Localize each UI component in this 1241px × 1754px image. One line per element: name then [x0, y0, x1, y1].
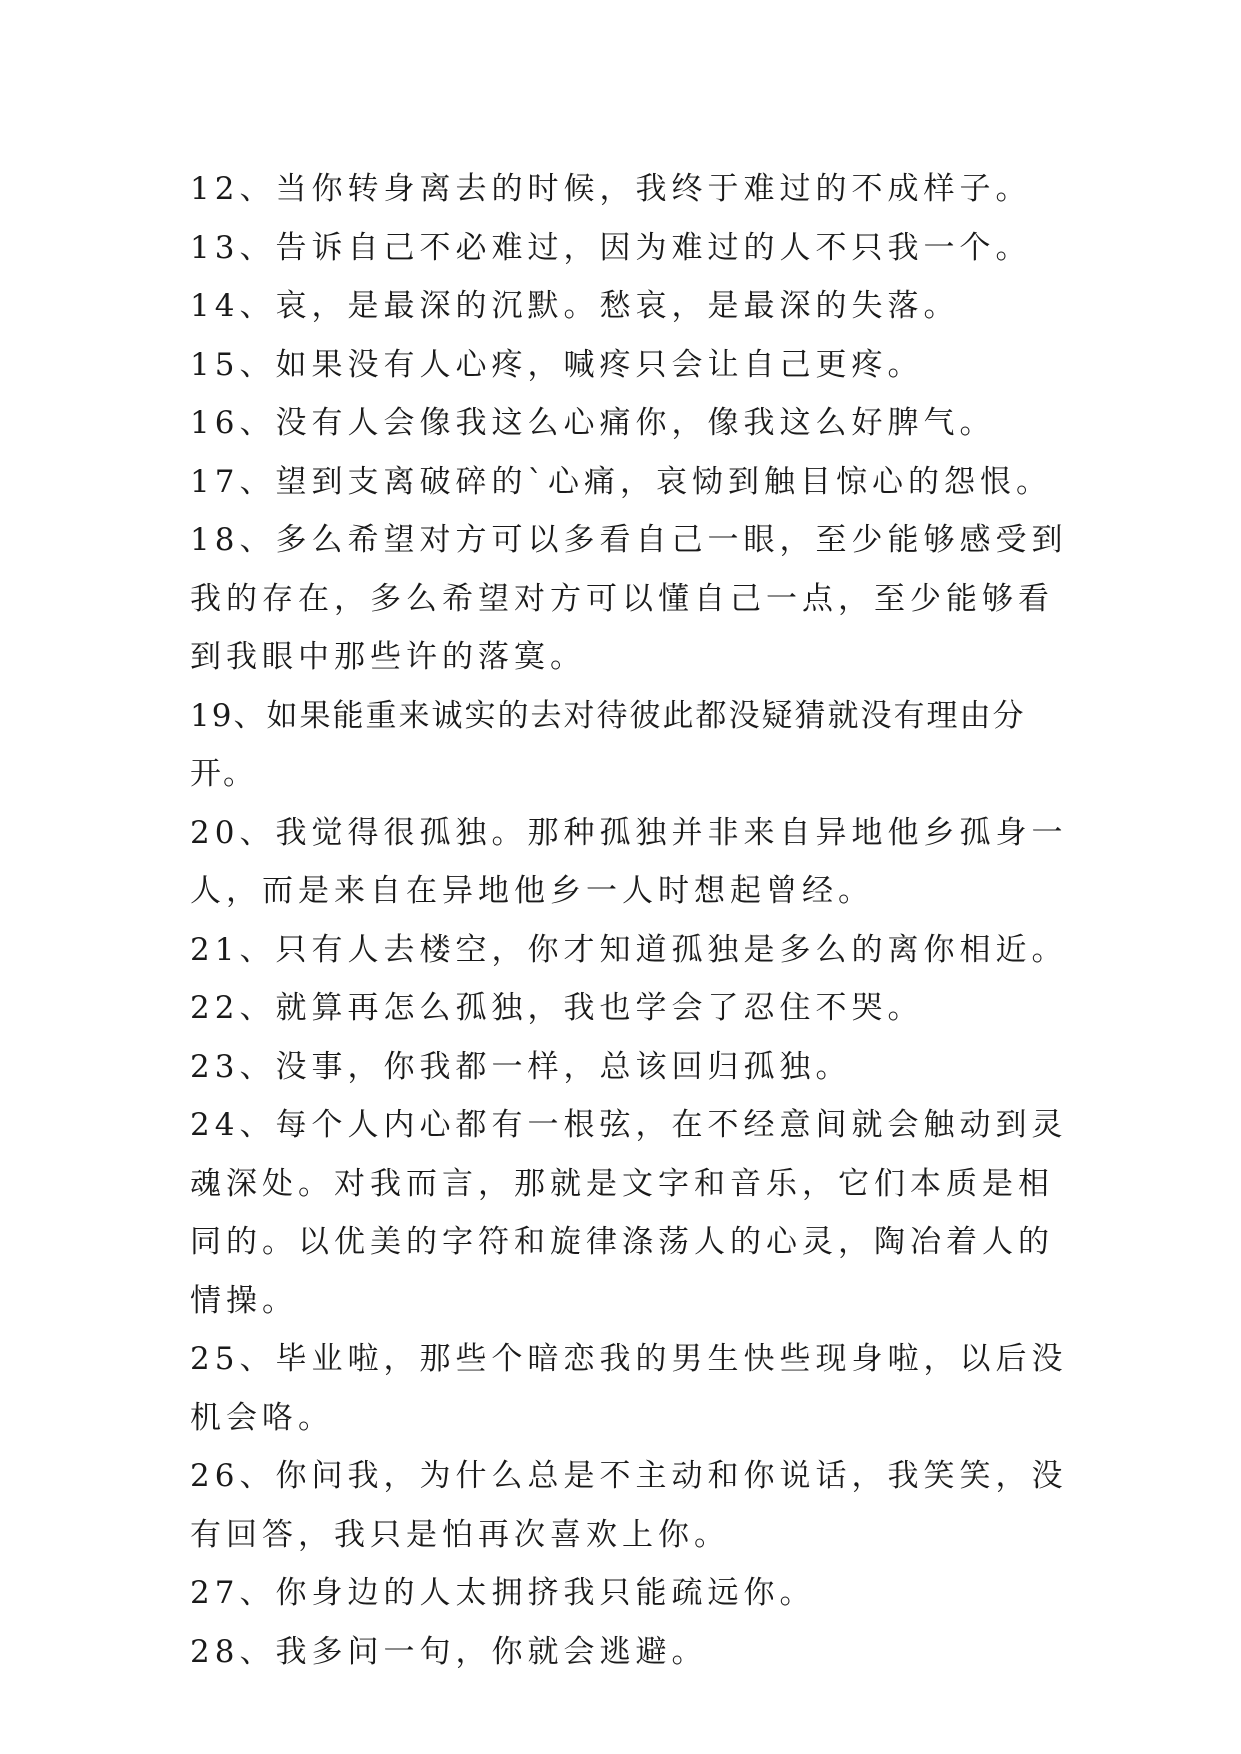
- paragraph-25: 25、毕业啦，那些个暗恋我的男生快些现身啦，以后没机会咯。: [190, 1341, 1068, 1436]
- paragraph-12: 12、当你转身离去的时候，我终于难过的不成样子。: [190, 171, 1032, 207]
- paragraph-19: 19、如果能重来诚实的去对待彼此都没疑猜就没有理由分开。: [190, 697, 1026, 792]
- paragraph-17: 17、望到支离破碎的`心痛，哀恸到触目惊心的怨恨。: [190, 463, 1052, 500]
- paragraph-26: 26、你问我，为什么总是不主动和你说话，我笑笑，没有回答，我只是怕再次喜欢上你。: [190, 1458, 1068, 1553]
- document-body: [190, 160, 1070, 1681]
- paragraph-15: 15、如果没有人心疼，喊疼只会让自己更疼。: [190, 346, 924, 383]
- paragraph-24: 24、每个人内心都有一根弦，在不经意间就会触动到灵魂深处。对我而言，那就是文字和音乐，它们本质是相同的。以优美的字符和旋律涤荡人的心灵，陶冶着人的情操。: [190, 1107, 1068, 1319]
- paragraph-27: 27、你身边的人太拥挤我只能疏远你。: [190, 1575, 816, 1611]
- paragraph-13: 13、告诉自己不必难过，因为难过的人不只我一个。: [190, 229, 1032, 266]
- paragraph-23: 23、没事，你我都一样，总该回归孤独。: [190, 1048, 852, 1085]
- paragraph-21: 21、只有人去楼空，你才知道孤独是多么的离你相近。: [190, 931, 1068, 968]
- paragraph-22: 22、就算再怎么孤独，我也学会了忍住不哭。: [190, 990, 924, 1026]
- paragraph-20: 20、我觉得很孤独。那种孤独并非来自异地他乡孤身一人，而是来自在异地他乡一人时想起曾经。: [190, 814, 1068, 909]
- paragraph-14: 14、哀，是最深的沉默。愁哀，是最深的失落。: [190, 288, 960, 324]
- paragraph-18: 18、多么希望对方可以多看自己一眼，至少能够感受到我的存在，多么希望对方可以懂自己一点，至少能够看到我眼中那些许的落寞。: [190, 522, 1068, 675]
- paragraph-16: 16、没有人会像我这么心痛你，像我这么好脾气。: [190, 405, 996, 441]
- paragraph-28: 28、我多问一句，你就会逃避。: [190, 1633, 708, 1670]
